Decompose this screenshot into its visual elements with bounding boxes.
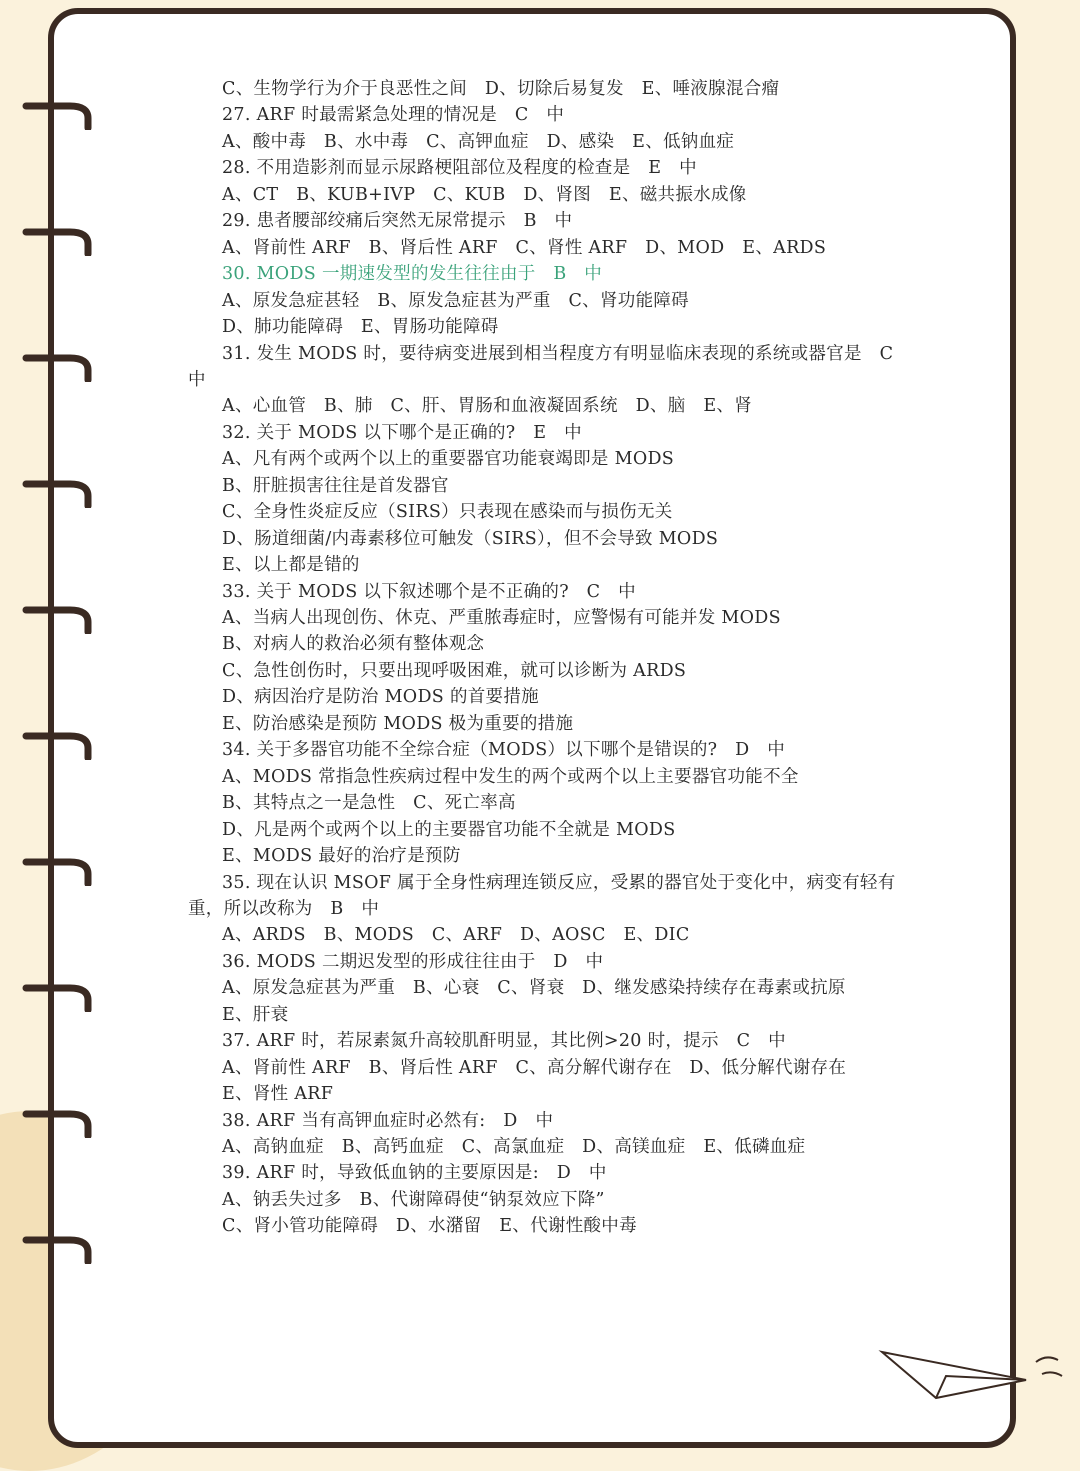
text-line: A、肾前性 ARF B、肾后性 ARF C、肾性 ARF D、MOD E、ARDS — [222, 237, 827, 258]
text-line: 重，所以改称为 B 中 — [188, 898, 380, 919]
text-line: E、肝衰 — [222, 1004, 289, 1025]
text-line: 38. ARF 当有高钾血症时必然有: D 中 — [222, 1110, 554, 1131]
text-line: 30. MODS 一期速发型的发生往往由于 B 中 — [222, 264, 603, 285]
text-line: 36. MODS 二期迟发型的形成往往由于 D 中 — [222, 951, 604, 972]
text-line: D、肺功能障碍 E、胃肠功能障碍 — [222, 317, 499, 338]
text-line: 35. 现在认识 MSOF 属于全身性病理连锁反应，受累的器官处于变化中，病变有轻有 — [222, 872, 896, 893]
text-line: A、心血管 B、肺 C、肝、胃肠和血液凝固系统 D、脑 E、肾 — [222, 396, 752, 417]
text-line: 33. 关于 MODS 以下叙述哪个是不正确的? C 中 — [222, 581, 636, 602]
text-line: 37. ARF 时，若尿素氮升高较肌酐明显，其比例>20 时，提示 C 中 — [222, 1031, 786, 1052]
text-line: E、肾性 ARF — [222, 1084, 334, 1105]
text-line: C、肾小管功能障碍 D、水潴留 E、代谢性酸中毒 — [222, 1216, 637, 1237]
text-line: A、钠丢失过多 B、代谢障碍使“钠泵效应下降” — [222, 1189, 605, 1210]
text-line: C、生物学行为介于良恶性之间 D、切除后易复发 E、唾液腺混合瘤 — [222, 79, 780, 99]
text-line: A、ARDS B、MODS C、ARF D、AOSC E、DIC — [222, 925, 690, 946]
text-line: A、高钠血症 B、高钙血症 C、高氯血症 D、高镁血症 E、低磷血症 — [222, 1137, 806, 1157]
text-line: B、其特点之一是急性 C、死亡率高 — [222, 793, 516, 814]
text-line: E、以上都是错的 — [222, 555, 360, 576]
text-line: D、凡是两个或两个以上的主要器官功能不全就是 MODS — [222, 819, 676, 840]
text-line: 34. 关于多器官功能不全综合症（MODS）以下哪个是错误的? D 中 — [222, 740, 786, 761]
text-line: A、原发急症甚轻 B、原发急症甚为严重 C、肾功能障碍 — [222, 290, 689, 311]
text-line: A、凡有两个或两个以上的重要器官功能衰竭即是 MODS — [222, 449, 675, 470]
text-line: C、全身性炎症反应（SIRS）只表现在感染而与损伤无关 — [222, 502, 673, 523]
text-line: D、肠道细菌/内毒素移位可触发（SIRS），但不会导致 MODS — [222, 528, 719, 549]
text-line: 28. 不用造影剂而显示尿路梗阻部位及程度的检查是 E 中 — [222, 158, 697, 179]
text-line: A、肾前性 ARF B、肾后性 ARF C、高分解代谢存在 D、低分解代谢存在 — [222, 1057, 847, 1078]
text-line: 中 — [188, 369, 206, 390]
text-line: C、急性创伤时，只要出现呼吸困难，就可以诊断为 ARDS — [222, 660, 687, 681]
text-line: E、防治感染是预防 MODS 极为重要的措施 — [222, 713, 574, 734]
text-line: 27. ARF 时最需紧急处理的情况是 C 中 — [222, 105, 565, 126]
text-line: A、原发急症甚为严重 B、心衰 C、肾衰 D、继发感染持续存在毒素或抗原 — [222, 978, 846, 999]
text-line: A、MODS 常指急性疾病过程中发生的两个或两个以上主要器官功能不全 — [222, 766, 799, 787]
text-line: A、CT B、KUB+IVP C、KUB D、肾图 E、磁共振水成像 — [222, 184, 747, 205]
text-line: 31. 发生 MODS 时，要待病变进展到相当程度方有明显临床表现的系统或器官是 C — [222, 343, 894, 364]
paper-plane-icon — [876, 1332, 1076, 1402]
text-line: D、病因治疗是防治 MODS 的首要措施 — [222, 687, 539, 708]
text-line: A、酸中毒 B、水中毒 C、高钾血症 D、感染 E、低钠血症 — [222, 131, 735, 152]
text-line: A、当病人出现创伤、休克、严重脓毒症时，应警惕有可能并发 MODS — [222, 608, 781, 628]
text-line: 29. 患者腰部绞痛后突然无尿常提示 B 中 — [222, 211, 573, 232]
text-line: E、MODS 最好的治疗是预防 — [222, 846, 461, 867]
text-line: 39. ARF 时，导致低血钠的主要原因是: D 中 — [222, 1163, 607, 1184]
text-line: B、对病人的救治必须有整体观念 — [222, 634, 485, 655]
text-line: B、肝脏损害往往是首发器官 — [222, 475, 449, 496]
text-line: 32. 关于 MODS 以下哪个是正确的? E 中 — [222, 422, 582, 443]
